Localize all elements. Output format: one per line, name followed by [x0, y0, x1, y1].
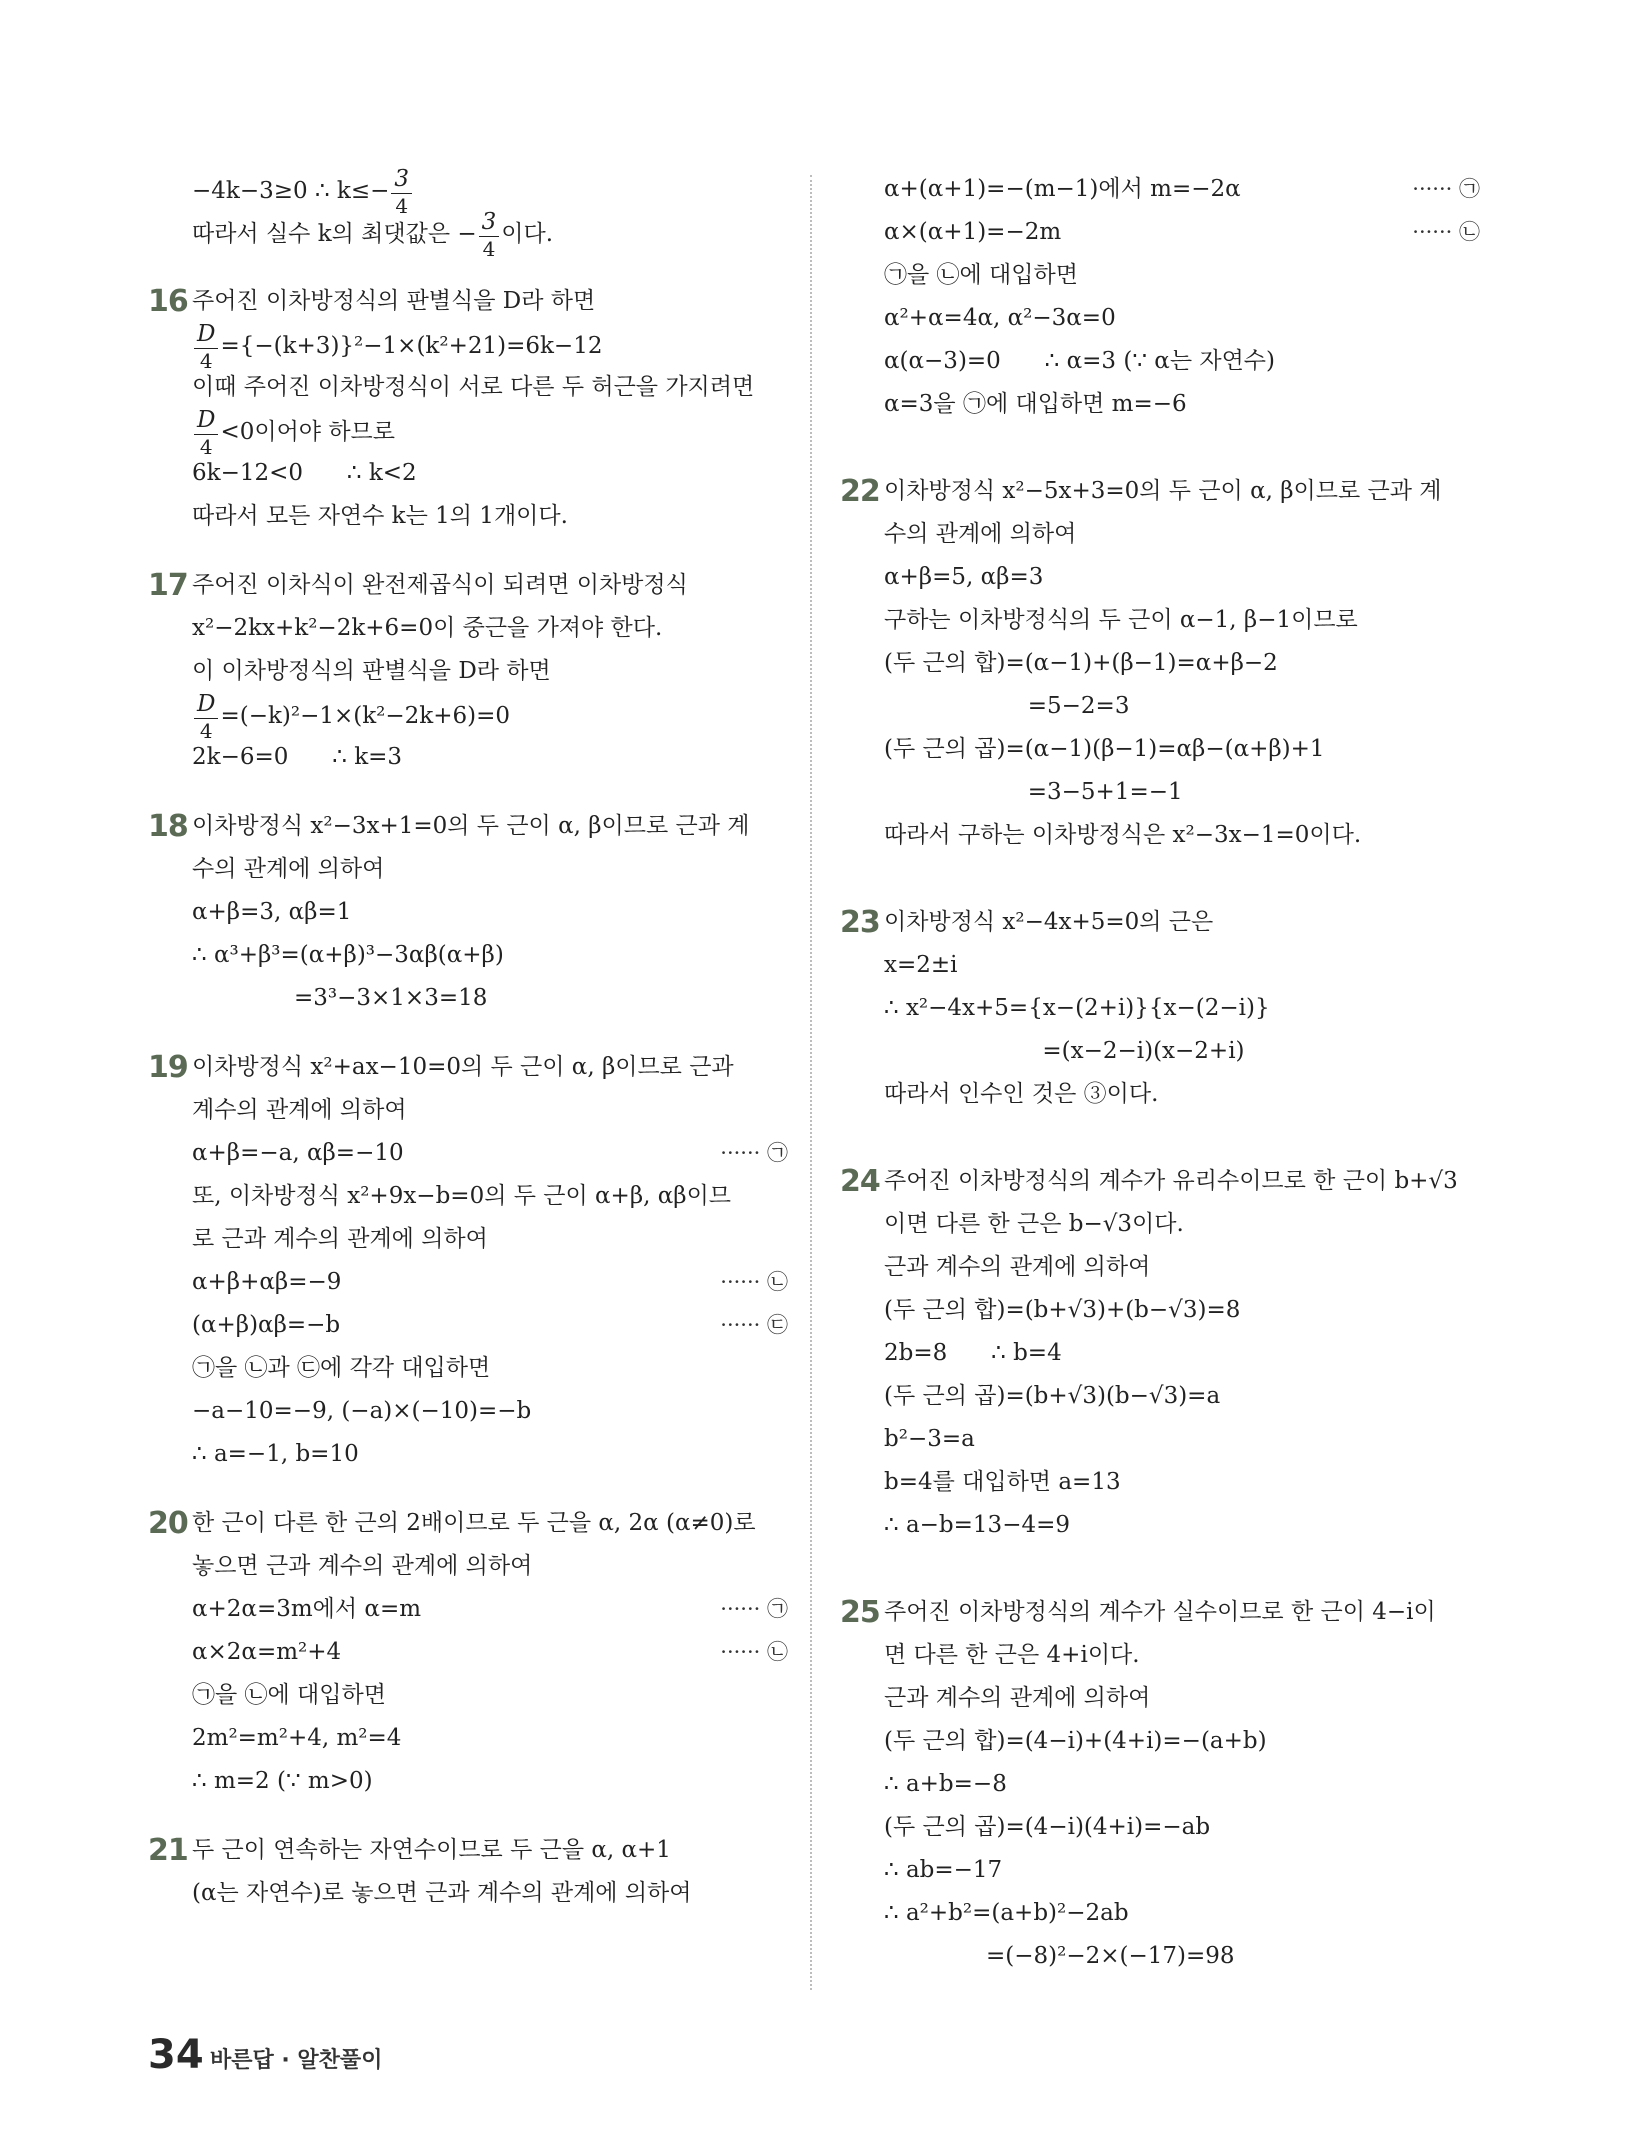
equation-marker: ······ ㉡ — [720, 1270, 788, 1294]
solution-line — [148, 891, 788, 934]
solution-line — [840, 1073, 1480, 1116]
equation-marker: ······ ㉠ — [720, 1597, 788, 1621]
solution-line — [148, 166, 788, 218]
solution-line — [840, 987, 1480, 1030]
solution-line — [148, 1347, 788, 1390]
line-text: α×(α+1)=−2m — [884, 219, 1062, 245]
line-text: (α+β)αβ=−b — [192, 1312, 341, 1338]
line-text: =(x−2−i)(x−2+i) — [940, 1038, 1245, 1064]
problem-number: 22 — [840, 474, 880, 509]
problem-number: 17 — [148, 568, 188, 603]
solution-line — [148, 1760, 788, 1803]
solution-line — [840, 642, 1480, 685]
spacer — [148, 1803, 788, 1829]
line-text: 2k−6=0 ∴ k=3 — [192, 744, 403, 770]
line-text: ∴ x²−4x+5={x−(2+i)}{x−(2−i)} — [884, 995, 1270, 1021]
line-text: α+β=5, αβ=3 — [884, 564, 1044, 590]
line-text: α+β+αβ=−9 — [192, 1269, 342, 1295]
line-text: 근과 계수의 관계에 의하여 — [884, 1254, 1151, 1280]
column-divider — [810, 175, 812, 1990]
line-text: 근과 계수의 관계에 의하여 — [884, 1685, 1151, 1711]
solution-line — [840, 685, 1480, 728]
solution-line — [840, 168, 1480, 211]
line-text: 수의 관계에 의하여 — [192, 856, 385, 882]
fraction — [194, 693, 218, 741]
page-footer-title: 바른답 · 알찬풀이 — [210, 2048, 383, 2073]
line-text: <0이어야 하므로 — [220, 419, 395, 445]
line-text: 따라서 구하는 이차방정식은 x²−3x−1=0이다. — [884, 822, 1362, 848]
line-text: ∴ a=−1, b=10 — [192, 1441, 359, 1467]
fraction-numerator: D — [194, 409, 218, 435]
solution-line — [840, 599, 1480, 642]
solution-line — [148, 1872, 788, 1915]
line-text: 6k−12<0 ∴ k<2 — [192, 460, 417, 486]
line-text: 2b=8 ∴ b=4 — [884, 1340, 1062, 1366]
solution-line — [148, 495, 788, 538]
solution-line — [840, 771, 1480, 814]
fraction-numerator: 3 — [479, 211, 500, 237]
solution-line — [840, 1849, 1480, 1892]
solution-line — [148, 1433, 788, 1476]
problem-24-start — [840, 1160, 1480, 1203]
line-text: α+β=−a, αβ=−10 — [192, 1140, 404, 1166]
line-text: α+β=3, αβ=1 — [192, 899, 352, 925]
fraction — [194, 409, 218, 457]
right-column — [840, 168, 1480, 1978]
line-text: b=4를 대입하면 a=13 — [884, 1469, 1121, 1495]
solution-line — [840, 1892, 1480, 1935]
line-text: ∴ a+b=−8 — [884, 1771, 1007, 1797]
problem-number: 19 — [148, 1050, 188, 1085]
solution-line — [840, 1806, 1480, 1849]
line-text: ∴ ab=−17 — [884, 1857, 1003, 1883]
line-text: ∴ a²+b²=(a+b)²−2ab — [884, 1900, 1129, 1926]
line-text: 따라서 실수 k의 최댓값은 − — [192, 221, 477, 247]
solution-line — [148, 1304, 788, 1347]
solution-line — [840, 1246, 1480, 1289]
problem-23-start — [840, 901, 1480, 944]
solution-line — [148, 848, 788, 891]
line-text: 계수의 관계에 의하여 — [192, 1097, 407, 1123]
fraction — [479, 211, 500, 259]
line-text: α×2α=m²+4 — [192, 1639, 342, 1665]
problem-number: 23 — [840, 905, 880, 940]
solution-line — [148, 650, 788, 693]
problem-number: 20 — [148, 1506, 188, 1541]
line-text: 또, 이차방정식 x²+9x−b=0의 두 근이 α+β, αβ이므 — [192, 1183, 731, 1209]
solution-line — [840, 814, 1480, 857]
line-text: x=2±i — [884, 952, 958, 978]
solution-line — [840, 1763, 1480, 1806]
solution-line — [840, 513, 1480, 556]
problem-16-start — [148, 280, 788, 323]
fraction-numerator: D — [194, 693, 218, 719]
solution-line — [148, 1390, 788, 1433]
solution-line — [148, 321, 788, 373]
line-text: ∴ m=2 (∵ m>0) — [192, 1768, 373, 1794]
fraction-denominator: 4 — [199, 719, 213, 743]
line-text: (두 근의 곱)=(4−i)(4+i)=−ab — [884, 1814, 1211, 1840]
problem-number: 16 — [148, 284, 188, 319]
line-text: −a−10=−9, (−a)×(−10)=−b — [192, 1398, 532, 1424]
line-text: 구하는 이차방정식의 두 근이 α−1, β−1이므로 — [884, 607, 1358, 633]
line-text: α²+α=4α, α²−3α=0 — [884, 305, 1116, 331]
line-text: =3−5+1=−1 — [940, 779, 1183, 805]
equation-marker: ······ ㉡ — [720, 1640, 788, 1664]
line-text: 이때 주어진 이차방정식이 서로 다른 두 허근을 가지려면 — [192, 374, 755, 400]
solution-line — [148, 407, 788, 459]
line-text: 이차방정식 x²−3x+1=0의 두 근이 α, β이므로 근과 계 — [192, 813, 750, 839]
problem-21-start — [148, 1829, 788, 1872]
line-text: ={−(k+3)}²−1×(k²+21)=6k−12 — [220, 333, 603, 359]
line-text: (두 근의 곱)=(α−1)(β−1)=αβ−(α+β)+1 — [884, 736, 1325, 762]
fraction-denominator: 4 — [199, 435, 213, 459]
line-text: 로 근과 계수의 관계에 의하여 — [192, 1226, 488, 1252]
left-column — [148, 168, 788, 1915]
line-text: (두 근의 곱)=(b+√3)(b−√3)=a — [884, 1383, 1221, 1409]
solution-line — [840, 1935, 1480, 1978]
solution-line — [840, 556, 1480, 599]
solution-line — [840, 1461, 1480, 1504]
solution-line — [840, 254, 1480, 297]
problem-19-start — [148, 1046, 788, 1089]
line-text: 이차방정식 x²−5x+3=0의 두 근이 α, β이므로 근과 계 — [884, 478, 1442, 504]
line-text: ㉠을 ㉡과 ㉢에 각각 대입하면 — [192, 1355, 491, 1381]
line-text: ∴ α³+β³=(α+β)³−3αβ(α+β) — [192, 942, 504, 968]
line-text: α(α−3)=0 ∴ α=3 (∵ α는 자연수) — [884, 348, 1275, 374]
spacer — [840, 857, 1480, 901]
solution-line — [840, 1203, 1480, 1246]
line-text: 두 근이 연속하는 자연수이므로 두 근을 α, α+1 — [192, 1837, 671, 1863]
solution-line — [148, 1588, 788, 1631]
equation-marker: ······ ㉢ — [720, 1313, 788, 1337]
line-text: 이차방정식 x²−4x+5=0의 근은 — [884, 909, 1214, 935]
line-text: =(−8)²−2×(−17)=98 — [986, 1943, 1235, 1969]
solution-line — [148, 1175, 788, 1218]
solution-line — [840, 1030, 1480, 1073]
problem-25-start — [840, 1591, 1480, 1634]
solution-line — [840, 211, 1480, 254]
solution-line — [148, 1631, 788, 1674]
spacer — [148, 1476, 788, 1502]
solution-line — [840, 1634, 1480, 1677]
line-text: 이면 다른 한 근은 b−√3이다. — [884, 1211, 1184, 1237]
spacer — [148, 1020, 788, 1046]
solution-line — [840, 1504, 1480, 1547]
problem-20-start — [148, 1502, 788, 1545]
line-text: 주어진 이차방정식의 계수가 실수이므로 한 근이 4−i이 — [884, 1599, 1436, 1625]
line-text: x²−2kx+k²−2k+6=0이 중근을 가져야 한다. — [192, 615, 663, 641]
problem-number: 18 — [148, 809, 188, 844]
solution-line — [148, 1261, 788, 1304]
line-text: (α는 자연수)로 놓으면 근과 계수의 관계에 의하여 — [192, 1880, 692, 1906]
solution-line — [840, 1418, 1480, 1461]
solution-line — [840, 944, 1480, 987]
problem-18-start — [148, 805, 788, 848]
line-text: (두 근의 합)=(b+√3)+(b−√3)=8 — [884, 1297, 1241, 1323]
page-number: 34 — [148, 2032, 204, 2078]
equation-marker: ······ ㉡ — [1412, 220, 1480, 244]
spacer — [840, 1547, 1480, 1591]
solution-line — [148, 1717, 788, 1760]
spacer — [148, 538, 788, 564]
solution-line — [840, 728, 1480, 771]
solution-line — [148, 1089, 788, 1132]
spacer — [148, 254, 788, 280]
line-text: 수의 관계에 의하여 — [884, 521, 1077, 547]
line-text: α=3을 ㉠에 대입하면 m=−6 — [884, 391, 1187, 417]
solution-line — [840, 1332, 1480, 1375]
problem-22-start — [840, 470, 1480, 513]
solution-line — [148, 209, 788, 261]
solution-line — [840, 1375, 1480, 1418]
line-text: 이다. — [501, 221, 554, 247]
solution-line — [840, 1720, 1480, 1763]
line-text: −4k−3≥0 ∴ k≤− — [192, 178, 390, 204]
solution-line — [148, 691, 788, 743]
spacer — [840, 426, 1480, 470]
problem-17-start — [148, 564, 788, 607]
solution-line — [840, 1677, 1480, 1720]
line-text: 2m²=m²+4, m²=4 — [192, 1725, 402, 1751]
solution-line — [148, 366, 788, 409]
line-text: (두 근의 합)=(α−1)+(β−1)=α+β−2 — [884, 650, 1278, 676]
line-text: 주어진 이차방정식의 계수가 유리수이므로 한 근이 b+√3 — [884, 1168, 1458, 1194]
line-text: b²−3=a — [884, 1426, 975, 1452]
solution-line — [840, 1289, 1480, 1332]
fraction-numerator: D — [194, 323, 218, 349]
solution-line — [148, 1218, 788, 1261]
solution-line — [148, 452, 788, 495]
solution-line — [840, 383, 1480, 426]
line-text: ㉠을 ㉡에 대입하면 — [884, 262, 1078, 288]
line-text: α+(α+1)=−(m−1)에서 m=−2α — [884, 176, 1241, 202]
solution-line — [148, 934, 788, 977]
problem-number: 21 — [148, 1833, 188, 1868]
fraction-denominator: 4 — [395, 194, 409, 218]
spacer — [148, 779, 788, 805]
equation-marker: ······ ㉠ — [1412, 177, 1480, 201]
fraction-numerator: 3 — [391, 168, 412, 194]
solution-line — [148, 977, 788, 1020]
line-text: =3³−3×1×3=18 — [294, 985, 488, 1011]
line-text: ∴ a−b=13−4=9 — [884, 1512, 1070, 1538]
solution-line — [148, 1132, 788, 1175]
line-text: =(−k)²−1×(k²−2k+6)=0 — [220, 703, 511, 729]
fraction — [391, 168, 412, 216]
line-text: =5−2=3 — [940, 693, 1130, 719]
equation-marker: ······ ㉠ — [720, 1141, 788, 1165]
fraction — [194, 323, 218, 371]
solution-line — [148, 607, 788, 650]
solution-line — [148, 1545, 788, 1588]
spacer — [840, 1116, 1480, 1160]
solution-line — [148, 736, 788, 779]
fraction-denominator: 4 — [482, 237, 496, 261]
fraction-denominator: 4 — [199, 349, 213, 373]
line-text: 주어진 이차방정식의 판별식을 D라 하면 — [192, 288, 596, 314]
line-text: α+2α=3m에서 α=m — [192, 1596, 422, 1622]
line-text: 이차방정식 x²+ax−10=0의 두 근이 α, β이므로 근과 — [192, 1054, 734, 1080]
problem-number: 24 — [840, 1164, 880, 1199]
line-text: 놓으면 근과 계수의 관계에 의하여 — [192, 1553, 533, 1579]
line-text: 이 이차방정식의 판별식을 D라 하면 — [192, 658, 551, 684]
line-text: ㉠을 ㉡에 대입하면 — [192, 1682, 386, 1708]
problem-number: 25 — [840, 1595, 880, 1630]
solution-line — [148, 1674, 788, 1717]
solution-line — [840, 297, 1480, 340]
line-text: (두 근의 합)=(4−i)+(4+i)=−(a+b) — [884, 1728, 1267, 1754]
line-text: 면 다른 한 근은 4+i이다. — [884, 1642, 1140, 1668]
line-text: 한 근이 다른 한 근의 2배이므로 두 근을 α, 2α (α≠0)로 — [192, 1510, 756, 1536]
line-text: 주어진 이차식이 완전제곱식이 되려면 이차방정식 — [192, 572, 688, 598]
line-text: 따라서 모든 자연수 k는 1의 1개이다. — [192, 503, 568, 529]
solution-line — [840, 340, 1480, 383]
line-text: 따라서 인수인 것은 ③이다. — [884, 1081, 1159, 1107]
